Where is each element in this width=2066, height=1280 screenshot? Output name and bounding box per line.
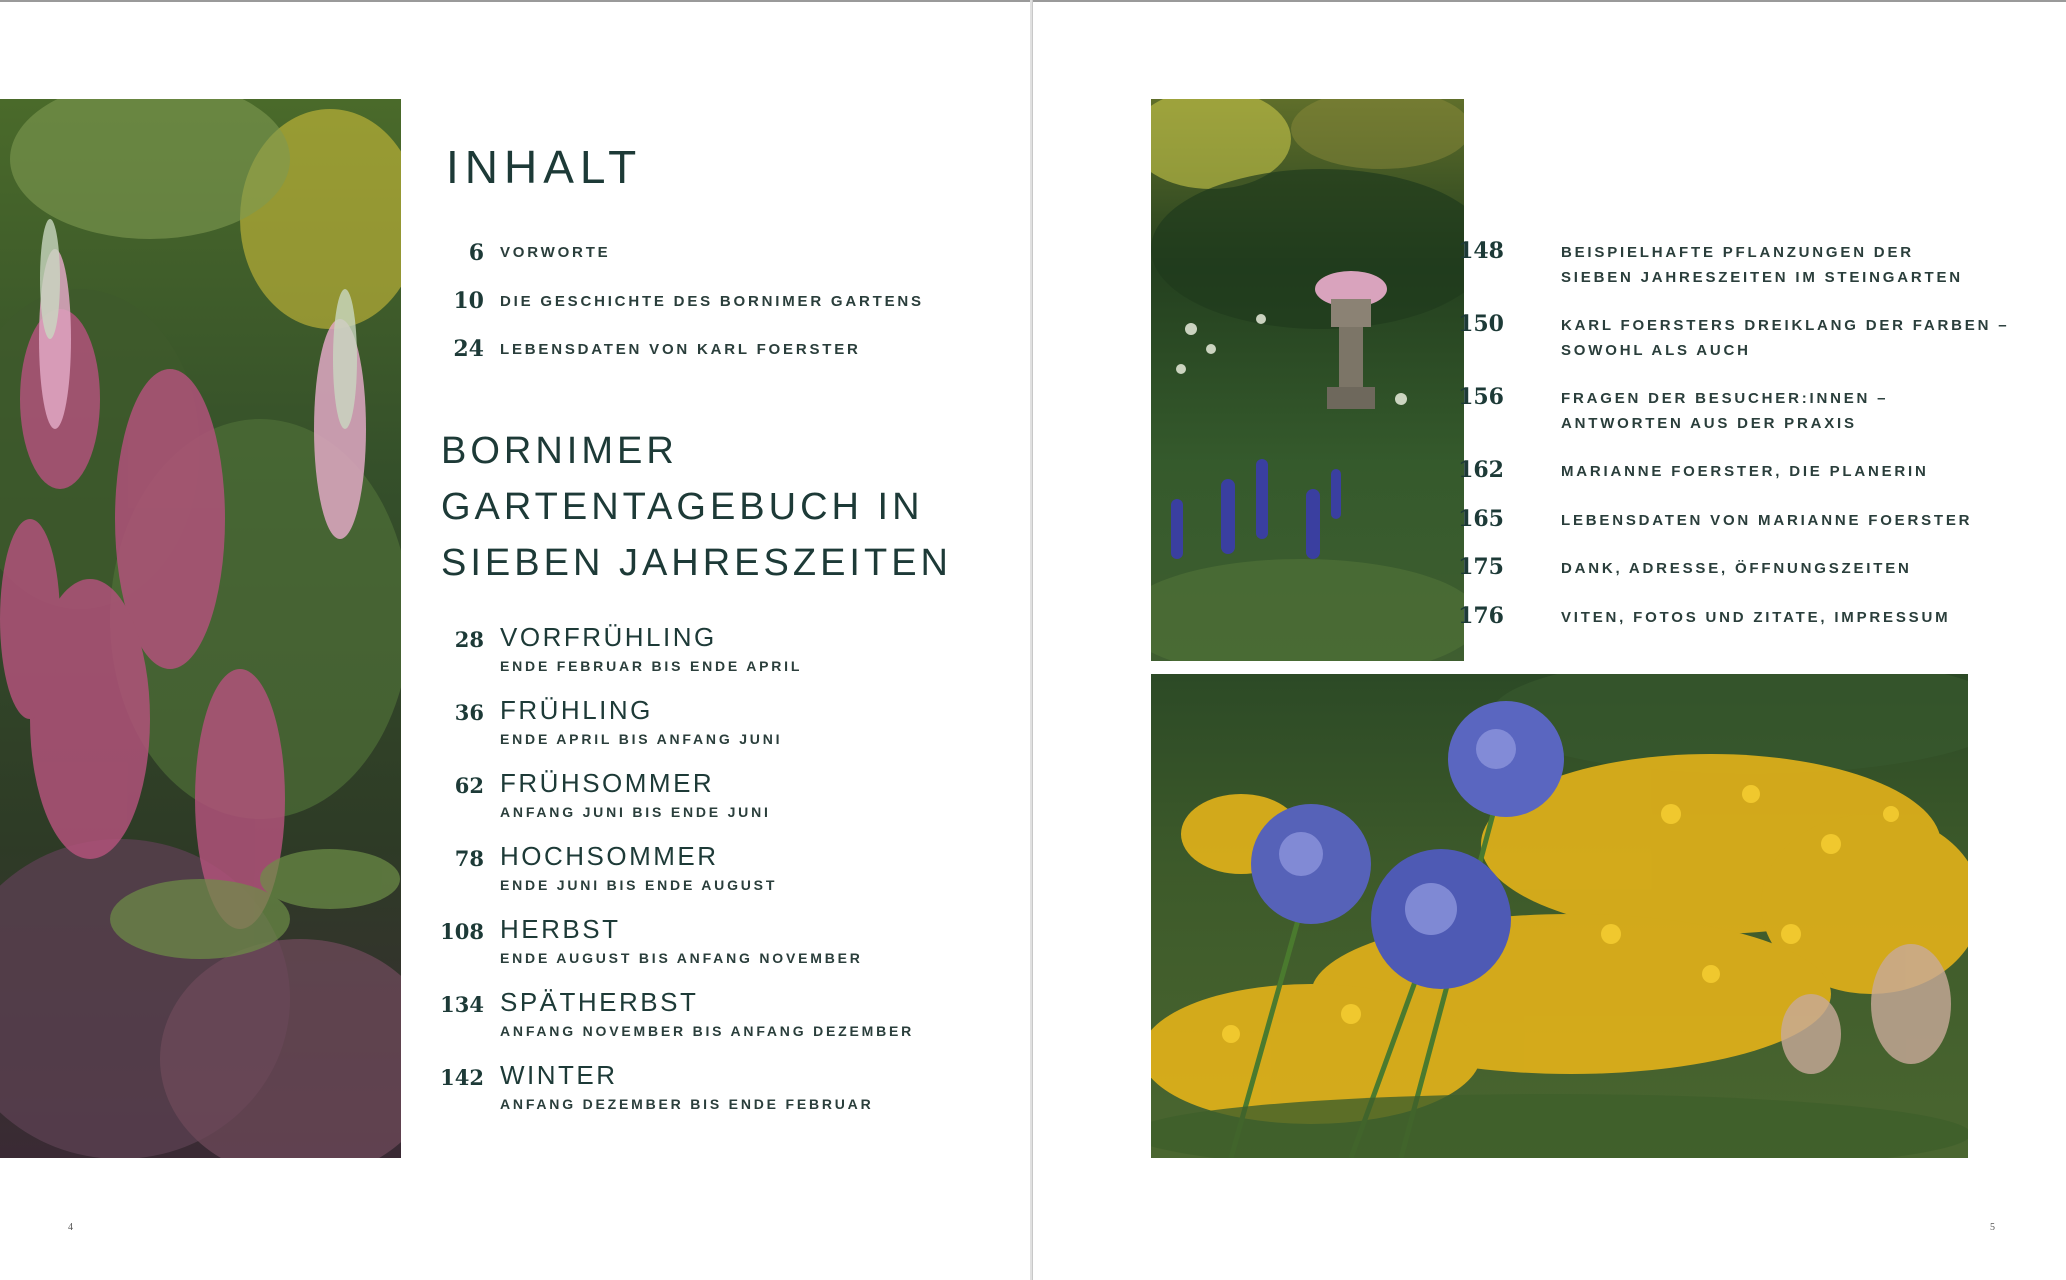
photo-foxglove-svg (0, 99, 401, 1158)
appendix-entry-label (1561, 508, 1972, 533)
appendix-entry-line: ANTWORTEN AUS DER PRAXIS (1561, 415, 1857, 432)
season-page: 108 (440, 919, 484, 944)
appendix-entry-line: SOWOHL ALS AUCH (1561, 342, 1751, 359)
season-range: ANFANG DEZEMBER BIS ENDE FEBRUAR (500, 1096, 874, 1112)
appendix-entry-line: MARIANNE FOERSTER, DIE PLANERIN (1561, 463, 1929, 480)
season-name: FRÜHLING (500, 695, 653, 725)
toc-title: INHALT (446, 141, 643, 193)
appendix-entry-line: VITEN, FOTOS UND ZITATE, IMPRESSUM (1561, 609, 1951, 626)
season-name: SPÄTHERBST (500, 987, 699, 1017)
section-title-line: SIEBEN JAHRESZEITEN (441, 542, 952, 584)
season-range: ENDE FEBRUAR BIS ENDE APRIL (500, 658, 803, 674)
section-title-line: GARTENTAGEBUCH IN (441, 486, 924, 528)
page-number-right: 5 (1990, 1222, 1995, 1233)
season-page: 36 (454, 700, 484, 725)
appendix-entry-page: 162 (1458, 457, 1504, 483)
appendix-entry-page: 150 (1458, 311, 1504, 337)
appendix-entry-page: 156 (1458, 384, 1504, 410)
intro-entry-page: 6 (468, 240, 484, 266)
section-title (441, 423, 1001, 591)
season-range: ANFANG NOVEMBER BIS ANFANG DEZEMBER (500, 1023, 915, 1039)
season-range: ENDE AUGUST BIS ANFANG NOVEMBER (500, 950, 863, 966)
appendix-entry-line: LEBENSDATEN VON MARIANNE FOERSTER (1561, 512, 1973, 529)
appendix-entry-label (1561, 240, 1963, 290)
intro-entry-label: DIE GESCHICHTE DES BORNIMER GARTENS (500, 293, 924, 310)
appendix-entry-line: DANK, ADRESSE, ÖFFNUNGSZEITEN (1561, 560, 1912, 577)
photo-agapanthus-rudbeckia (1151, 674, 1968, 1158)
appendix-entry-line: BEISPIELHAFTE PFLANZUNGEN DER (1561, 244, 1914, 261)
season-range: ENDE JUNI BIS ENDE AUGUST (500, 877, 778, 893)
season-range: ANFANG JUNI BIS ENDE JUNI (500, 804, 771, 820)
top-border (0, 0, 2066, 2)
season-page: 62 (454, 773, 484, 798)
appendix-entry-line: KARL FOERSTERS DREIKLANG DER FARBEN – (1561, 317, 2010, 334)
season-name: FRÜHSOMMER (500, 768, 715, 798)
photo-agapanthus-svg (1151, 674, 1968, 1158)
photo-foxglove-border (0, 99, 401, 1158)
season-page: 134 (440, 992, 484, 1017)
intro-entry-page: 24 (453, 336, 484, 362)
appendix-entry-page: 176 (1458, 603, 1504, 629)
season-page: 78 (454, 846, 484, 871)
appendix-entry-page: 148 (1458, 238, 1504, 264)
intro-entry-label: VORWORTE (500, 244, 611, 261)
season-name: HOCHSOMMER (500, 841, 719, 871)
page-number-left: 4 (68, 1222, 73, 1233)
season-name: VORFRÜHLING (500, 622, 717, 652)
appendix-entry-label (1561, 386, 1888, 436)
intro-entry-page: 10 (453, 288, 484, 314)
season-range: ENDE APRIL BIS ANFANG JUNI (500, 731, 783, 747)
season-name: HERBST (500, 914, 621, 944)
appendix-entry-line: SIEBEN JAHRESZEITEN IM STEINGARTEN (1561, 269, 1963, 286)
appendix-entry-label (1561, 556, 1912, 581)
season-name: WINTER (500, 1060, 618, 1090)
appendix-entry-line: FRAGEN DER BESUCHER:INNEN – (1561, 390, 1889, 407)
season-page: 28 (454, 627, 484, 652)
appendix-entry-label (1561, 459, 1929, 484)
season-page: 142 (440, 1065, 484, 1090)
appendix-entry-label (1561, 605, 1950, 630)
appendix-entry-page: 165 (1458, 506, 1504, 532)
appendix-entry-label (1561, 313, 2009, 363)
appendix-entry-page: 175 (1458, 554, 1504, 580)
section-title-line: BORNIMER (441, 430, 678, 472)
intro-entry-label: LEBENSDATEN VON KARL FOERSTER (500, 341, 861, 358)
page-gutter-line (1032, 0, 1033, 1280)
